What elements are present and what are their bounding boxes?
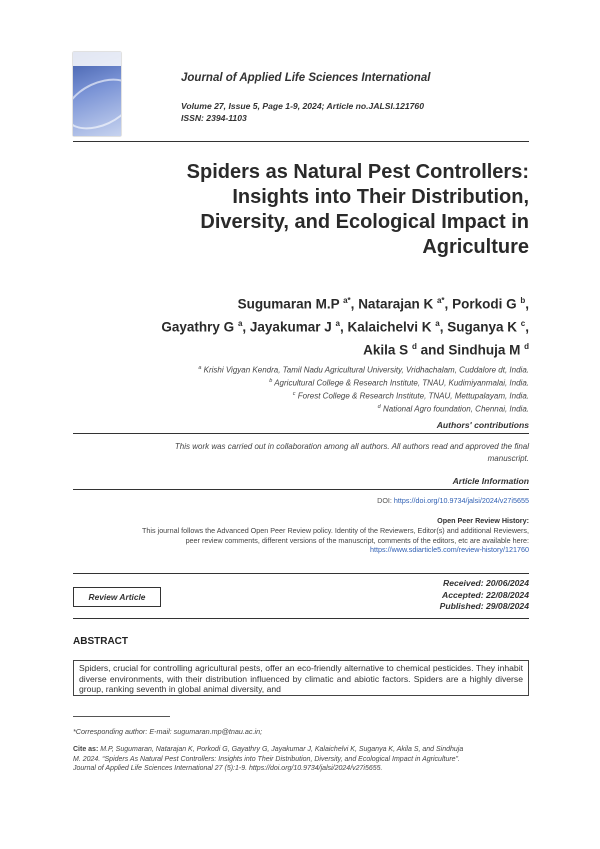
title-line: Agriculture bbox=[422, 236, 529, 258]
corresponding-author: *Corresponding author: E-mail: sugumaran.mp@tnau.ac.in; bbox=[73, 727, 263, 736]
title-line: Spiders as Natural Pest Controllers: bbox=[186, 161, 529, 183]
author-affil-mark: c bbox=[520, 319, 526, 328]
accepted-date: Accepted: 22/08/2024 bbox=[442, 589, 529, 600]
author-affil-mark: a bbox=[435, 319, 440, 328]
article-dates bbox=[440, 578, 529, 613]
open-peer-review bbox=[59, 516, 529, 555]
author-separator: , bbox=[525, 296, 529, 312]
affiliation-text: Forest College & Research Institute, TNAU, Mettupalayam, India. bbox=[297, 391, 529, 401]
volume-line: Volume 27, Issue 5, Page 1-9, 2024; Article no.JALSI.121760 bbox=[181, 101, 424, 111]
author-list bbox=[59, 291, 529, 360]
header-divider bbox=[73, 141, 529, 142]
contributions-line: manuscript. bbox=[487, 453, 529, 463]
author-affil-mark: b bbox=[520, 296, 526, 305]
cite-label: Cite as: bbox=[73, 746, 99, 753]
citation bbox=[73, 745, 531, 774]
author-name: Kalaichelvi K bbox=[347, 319, 432, 335]
review-history-link[interactable]: https://www.sdiarticle5.com/review-history/121760 bbox=[370, 545, 529, 555]
cite-line: M.P, Sugumaran, Natarajan K, Porkodi G, Gayathry G, Jayakumar J, Kalaichelvi K, Suganya K, Akila S, and Sindhuja bbox=[98, 746, 464, 753]
author-affil-mark: a* bbox=[436, 296, 445, 305]
doi-label: DOI: bbox=[377, 496, 394, 505]
author-affil-mark: d bbox=[524, 342, 529, 351]
published-date: Published: 29/08/2024 bbox=[439, 601, 529, 612]
author-name: Akila S bbox=[363, 342, 409, 358]
author-separator: , bbox=[339, 319, 348, 335]
contributions-line: This work was carried out in collaboration among all authors. All authors read and approved the final bbox=[174, 442, 529, 451]
author-separator: , bbox=[242, 319, 250, 335]
affiliations bbox=[89, 363, 529, 414]
doi-line bbox=[377, 496, 529, 505]
dates-divider bbox=[73, 573, 529, 574]
title-line: Insights into Their Distribution, bbox=[232, 186, 529, 208]
author-separator: , bbox=[350, 296, 359, 312]
article-title bbox=[89, 160, 529, 260]
abstract-text: Spiders, crucial for controlling agricultural pests, offer an eco-friendly alternative to chemical pesticides. They inhabit diverse environments, with their distribution influenced by climatic and abiotic factors. Spiders are a highly diverse group, ranking seventh in global animal diversity, and bbox=[79, 663, 523, 695]
affiliation bbox=[89, 402, 529, 415]
cite-line: Journal of Applied Life Sciences International 27 (5):1-9. https://doi.org/10.9734/jalsi/2024/v27i5655. bbox=[73, 765, 383, 773]
affiliation-text: Krishi Vigyan Kendra, Tamil Nadu Agricultural University, Vridhachalam, Cuddalore dt, India. bbox=[203, 365, 529, 375]
author-separator: , bbox=[525, 319, 529, 335]
author-separator: , bbox=[439, 319, 448, 335]
doi-link[interactable]: https://doi.org/10.9734/jalsi/2024/v27i5655 bbox=[393, 496, 529, 505]
affiliation-mark: a bbox=[198, 365, 202, 371]
contributions-text bbox=[69, 441, 529, 464]
abstract-heading: ABSTRACT bbox=[73, 636, 128, 647]
author-affil-mark: a* bbox=[343, 296, 351, 305]
affiliation-text: National Agro foundation, Chennai, India. bbox=[382, 404, 529, 414]
affiliation-mark: c bbox=[292, 390, 296, 397]
contributions-heading: Authors' contributions bbox=[436, 420, 529, 430]
affiliation-mark: b bbox=[269, 377, 273, 384]
title-line: Diversity, and Ecological Impact in bbox=[200, 211, 529, 233]
author-name: Jayakumar J bbox=[249, 319, 332, 335]
abstract-box bbox=[73, 660, 529, 696]
peer-review-line: peer review comments, different versions of the manuscript, comments of the editors, etc are available here: bbox=[185, 535, 529, 545]
abstract-top-divider bbox=[73, 618, 529, 619]
affiliation bbox=[89, 363, 529, 376]
author-affil-mark: a bbox=[237, 319, 243, 328]
author-name: Gayathry G bbox=[161, 319, 235, 335]
peer-review-heading: Open Peer Review History: bbox=[437, 516, 529, 525]
journal-cover-thumbnail bbox=[73, 52, 121, 136]
issn: ISSN: 2394-1103 bbox=[181, 113, 247, 123]
author-separator: and bbox=[416, 342, 449, 358]
article-info-divider bbox=[73, 489, 529, 490]
journal-name: Journal of Applied Life Sciences International bbox=[181, 72, 431, 84]
peer-review-line: This journal follows the Advanced Open Peer Review policy. Identity of the Reviewers, Editor(s) and additional Reviewers, bbox=[142, 525, 529, 535]
affiliation-mark: d bbox=[377, 403, 381, 410]
contributions-divider bbox=[73, 433, 529, 434]
article-type-badge: Review Article bbox=[73, 587, 161, 607]
author-name: Sugumaran M.P bbox=[237, 296, 340, 312]
author-name: Suganya K bbox=[447, 319, 518, 335]
author-affil-mark: a bbox=[335, 319, 340, 328]
affiliation-text: Agricultural College & Research Institute, TNAU, Kudimiyanmalai, India. bbox=[274, 378, 529, 388]
received-date: Received: 20/06/2024 bbox=[442, 578, 529, 588]
author-separator: , bbox=[444, 296, 453, 312]
affiliation bbox=[89, 376, 529, 389]
article-info-heading: Article Information bbox=[452, 476, 529, 486]
author-name: Sindhuja M bbox=[448, 342, 521, 358]
author-name: Porkodi G bbox=[452, 296, 517, 312]
cite-line: M. 2024. “Spiders As Natural Pest Controllers: Insights into Their Distribution, Diversity, and Ecological Impact in Agriculture”. bbox=[73, 755, 460, 763]
affiliation bbox=[89, 389, 529, 402]
author-affil-mark: d bbox=[411, 342, 417, 351]
author-name: Natarajan K bbox=[358, 296, 434, 312]
footnote-divider bbox=[73, 716, 170, 717]
